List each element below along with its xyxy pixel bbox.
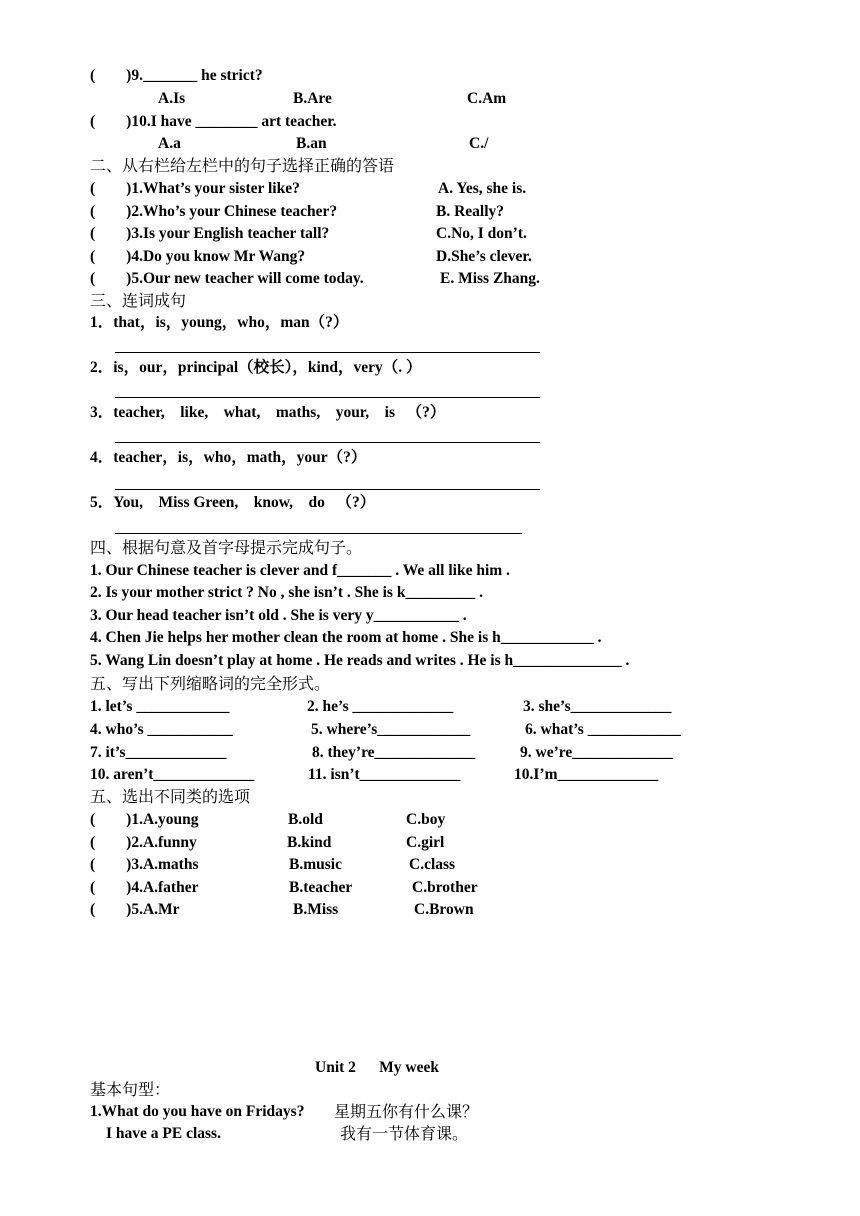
- unit-title: Unit 2 My week: [315, 1059, 439, 1076]
- fill-sentence: 5. Wang Lin doesn’t play at home . He reads and writes . He is h______________ .: [90, 652, 630, 669]
- answer-line[interactable]: [115, 442, 540, 443]
- contraction-item: 5. where’s____________: [311, 721, 471, 738]
- answer-line[interactable]: [115, 397, 540, 398]
- contraction-item: 6. what’s ____________: [525, 721, 681, 738]
- contraction-item: 4. who’s ___________: [90, 721, 233, 738]
- contraction-item: 8. they’re_____________: [312, 744, 476, 761]
- option-c: C.boy: [406, 811, 446, 828]
- match-answer: A. Yes, she is.: [438, 180, 527, 197]
- option-c: C.brother: [412, 879, 478, 896]
- pattern-translation: 我有一节体育课。: [340, 1124, 469, 1143]
- section-heading: 五、写出下列缩略词的完全形式。: [90, 674, 331, 693]
- fill-sentence: 2. Is your mother strict ? No , she isn’t . She is k_________ .: [90, 584, 483, 601]
- reorder-item: 1．that，is，young，who，man（?）: [90, 314, 349, 331]
- match-answer: B. Really?: [436, 203, 505, 220]
- option-c: C.class: [409, 856, 456, 873]
- pattern-translation: 星期五你有什么课？: [334, 1102, 479, 1121]
- contraction-item: 7. it’s_____________: [90, 744, 227, 761]
- answer-line[interactable]: [115, 352, 540, 353]
- contraction-item: 10. aren’t_____________: [90, 766, 255, 783]
- contraction-item: 3. she’s_____________: [523, 698, 672, 715]
- option-c: C.Brown: [414, 901, 474, 918]
- match-question: ( )3.Is your English teacher tall?: [90, 225, 330, 242]
- section-heading: 三、连词成句: [90, 291, 187, 310]
- option-b: B.Are: [293, 90, 332, 107]
- answer-line[interactable]: [115, 533, 522, 534]
- odd-one-question: ( )1.A.young: [90, 811, 199, 828]
- option-a: A.Is: [158, 90, 186, 107]
- question-9: ( )9._______ he strict?: [90, 67, 263, 84]
- odd-one-question: ( )3.A.maths: [90, 856, 199, 873]
- option-c: C.Am: [467, 90, 507, 107]
- pattern-sentence: I have a PE class.: [106, 1125, 221, 1142]
- option-b: B.kind: [287, 834, 332, 851]
- match-answer: E. Miss Zhang.: [440, 270, 540, 287]
- section-heading: 四、根据句意及首字母提示完成句子。: [90, 538, 363, 557]
- match-answer: C.No, I don’t.: [436, 225, 527, 242]
- contraction-item: 9. we’re_____________: [520, 744, 673, 761]
- odd-one-question: ( )4.A.father: [90, 879, 199, 896]
- option-b: B.teacher: [289, 879, 353, 896]
- contraction-item: 11. isn’t_____________: [308, 766, 461, 783]
- question-10: ( )10.I have ________ art teacher.: [90, 113, 337, 130]
- match-question: ( )4.Do you know Mr Wang?: [90, 248, 306, 265]
- match-question: ( )2.Who’s your Chinese teacher?: [90, 203, 338, 220]
- reorder-item: 3．teacher, like, what, maths, your, is （?）: [90, 404, 446, 421]
- option-b: B.old: [288, 811, 323, 828]
- reorder-item: 2．is，our，principal（校长），kind，very（. ）: [90, 359, 422, 376]
- option-a: A.a: [158, 135, 181, 152]
- option-b: B.an: [296, 135, 327, 152]
- reorder-item: 5．You, Miss Green, know, do （?）: [90, 494, 376, 511]
- option-b: B.Miss: [293, 901, 339, 918]
- contraction-item: 10.I’m_____________: [514, 766, 659, 783]
- match-question: ( )1.What’s your sister like?: [90, 180, 300, 197]
- section-heading: 二、从右栏给左栏中的句子选择正确的答语: [90, 156, 395, 175]
- answer-line[interactable]: [115, 489, 540, 490]
- fill-sentence: 1. Our Chinese teacher is clever and f_______ . We all like him .: [90, 562, 510, 579]
- section-heading: 基本句型：: [90, 1080, 171, 1099]
- match-question: ( )5.Our new teacher will come today.: [90, 270, 364, 287]
- contraction-item: 1. let’s ____________: [90, 698, 230, 715]
- option-b: B.music: [289, 856, 342, 873]
- match-answer: D.She’s clever.: [436, 248, 532, 265]
- option-c: C./: [469, 135, 489, 152]
- section-heading: 五、选出不同类的选项: [90, 787, 251, 806]
- odd-one-question: ( )2.A.funny: [90, 834, 197, 851]
- odd-one-question: ( )5.A.Mr: [90, 901, 180, 918]
- option-c: C.girl: [406, 834, 445, 851]
- pattern-sentence: 1.What do you have on Fridays?: [90, 1103, 305, 1120]
- contraction-item: 2. he’s _____________: [307, 698, 454, 715]
- reorder-item: 4．teacher，is，who，math，your（?）: [90, 449, 367, 466]
- fill-sentence: 3. Our head teacher isn’t old . She is very y___________ .: [90, 607, 467, 624]
- fill-sentence: 4. Chen Jie helps her mother clean the room at home . She is h____________ .: [90, 629, 602, 646]
